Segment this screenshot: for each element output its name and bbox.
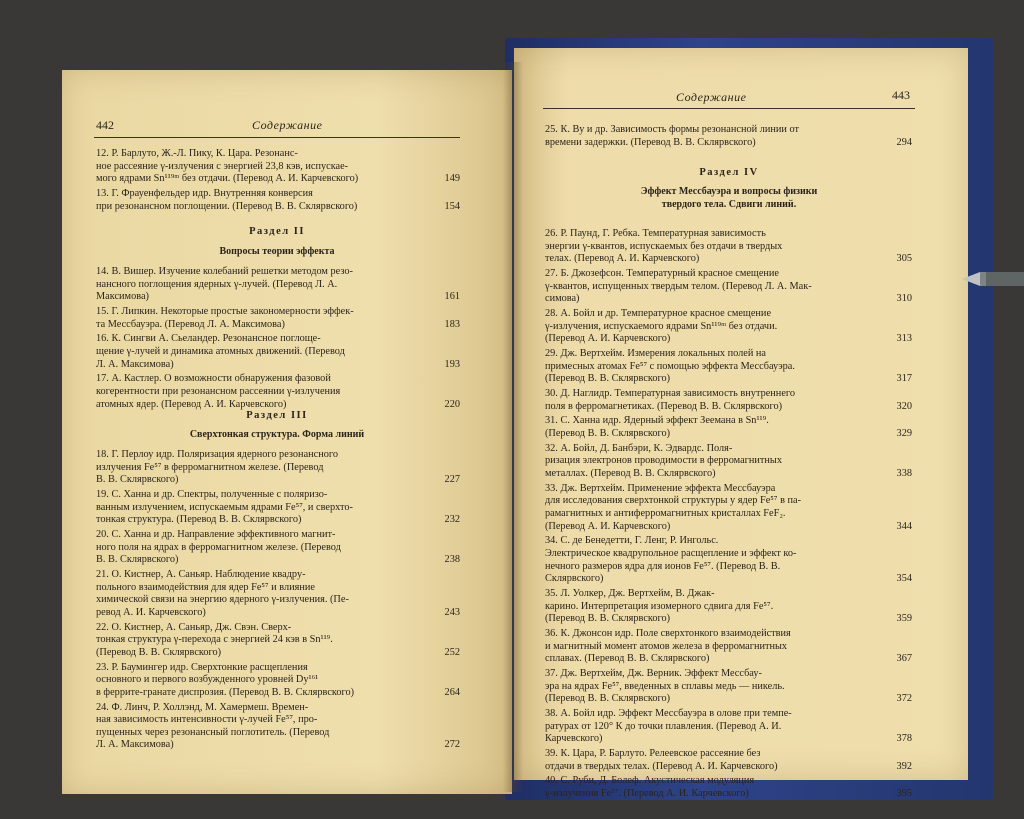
toc-entry (545, 268, 890, 306)
toc-entry-line: нансного поглощения ядерных γ-лучей. (Перевод Л. А. (96, 278, 338, 290)
toc-entry-line: 34. С. де Бенедетти, Г. Ленг, Р. Ингольс. (545, 535, 719, 547)
toc-entry-line: атомных ядер. (Перевод А. И. Карчевского) (96, 398, 287, 410)
toc-entry (545, 443, 890, 481)
toc-page-number: 232 (444, 514, 460, 526)
toc-page-number: 367 (896, 653, 912, 665)
toc-entry-line: 31. С. Ханна идр. Ядерный эффект Зеемана в Sn¹¹⁹. (545, 415, 769, 427)
toc-entry-line: польного взаимодействия для ядер Fe⁵⁷ и влияние (96, 581, 315, 593)
toc-entry-line: пущенных через резонансный поглотитель. (Перевод (96, 726, 330, 738)
toc-entry-line: 30. Д. Наглидр. Температурная зависимость внутреннего (545, 388, 796, 399)
toc-entry-line: в феррите-гранате диспрозия. (Перевод В. В. Склярвского) (96, 686, 355, 698)
section-2-title: Вопросы теории эффекта (219, 246, 335, 257)
toc-entry-line: 20. С. Ханна и др. Направление эффективного магнит- (96, 529, 336, 540)
toc-entry (545, 708, 890, 746)
toc-entry (96, 569, 436, 619)
toc-entry-line: 29. Дж. Вертхейм. Измерения локальных полей на (545, 348, 766, 359)
toc-entry-line: ванным излучением, испускаемым ядрами Fe⁵⁷, и сверхто- (96, 501, 353, 513)
toc-entry-line: Склярвского) (545, 573, 604, 585)
toc-entry-line: для исследования сверхтонкой структуры у ядер Fe⁵⁷ в па- (545, 495, 802, 507)
right-header-rule (543, 108, 915, 109)
toc-entry (96, 529, 436, 567)
toc-entry-line: Л. А. Максимова) (96, 358, 174, 370)
toc-page-number: 193 (444, 358, 460, 370)
toc-entry-line: симова) (545, 293, 580, 305)
toc-entry (96, 373, 436, 411)
toc-entry-line: (Перевод А. И. Карчевского) (545, 520, 671, 532)
section-3-label: Раздел III (246, 410, 308, 421)
toc-entry-line: времени задержки. (Перевод В. В. Склярвского) (545, 136, 756, 148)
toc-entry-line: 27. Б. Джозефсон. Температурный красное смещение (545, 268, 780, 279)
toc-entry-line: 26. Р. Паунд, Г. Ребка. Температурная зависимость (545, 228, 766, 239)
toc-page-number: 395 (896, 788, 912, 799)
toc-entry-line: сплавах. (Перевод В. В. Склярвского) (545, 653, 710, 665)
right-page-number: 443 (892, 88, 910, 102)
toc-page-number: 227 (444, 474, 460, 486)
toc-page-number: 220 (444, 398, 460, 410)
left-page-number: 442 (96, 118, 114, 132)
toc-page-number: 372 (896, 693, 912, 705)
toc-entry-line: 37. Дж. Вертхейм, Дж. Верник. Эффект Мессбау- (545, 668, 762, 679)
section-4-title-line: твердого тела. Сдвиги линий. (661, 198, 797, 210)
toc-entry (96, 266, 436, 304)
toc-page-number: 294 (896, 136, 912, 148)
toc-page-number: 238 (444, 554, 460, 566)
toc-entry-line: 14. В. Вишер. Изучение колебаний решетки методом резо- (96, 266, 353, 277)
toc-entry (545, 308, 890, 346)
toc-page-number: 320 (896, 400, 912, 412)
toc-entry-line: отдачи в твердых телах. (Перевод А. И. Карчевского) (545, 760, 778, 772)
toc-entry (96, 622, 436, 660)
toc-entry-line: та Мессбауэра. (Перевод Л. А. Максимова) (96, 318, 285, 330)
toc-page-number: 272 (444, 739, 460, 751)
toc-page-number: 329 (896, 428, 912, 439)
toc-entry-line: 12. Р. Барлуто, Ж.-Л. Пику, К. Цара. Резонанс- (96, 148, 298, 159)
toc-entry-line: γ-излучения, испускаемого ядрами Sn¹¹⁹ᵐ без отдачи. (545, 320, 778, 332)
section-4-title-line: Эффект Мессбауэра и вопросы физики (640, 186, 818, 197)
toc-entry (96, 148, 436, 186)
toc-page-number: 378 (896, 733, 912, 745)
pen-icon (962, 268, 1024, 290)
toc-entry-line: эра на ядрах Fe⁵⁷, введенных в сплавы медь — никель. (545, 680, 785, 692)
toc-entry-line: В. В. Склярвского) (96, 474, 179, 486)
toc-entry-line: (Перевод В. В. Склярвского) (545, 373, 671, 385)
toc-entry (545, 348, 890, 386)
toc-entry-line: 23. Р. Баумингер идр. Сверхтонкие расщепления (96, 661, 308, 673)
toc-entry-line: ревод А. И. Карчевского) (96, 606, 206, 618)
toc-page-number: 264 (444, 686, 460, 698)
toc-entry-line: 38. А. Бойл идр. Эффект Мессбауэра в олове при темпе- (545, 708, 792, 719)
toc-entry-line: ратурах от 120° К до точки плавления. (Перевод А. И. (545, 720, 782, 732)
book-gutter (503, 62, 523, 792)
toc-page-number: 392 (896, 760, 912, 772)
toc-entry-line: γ-квантов, испущенных твердым телом. (Перевод Л. А. Мак- (545, 280, 812, 292)
toc-entry-line: (Перевод В. В. Склярвского) (545, 613, 671, 625)
toc-entry-line: ризация электронов проводимости в ферромагнитных (545, 455, 782, 467)
toc-entry (96, 702, 436, 752)
toc-entry (545, 535, 890, 585)
toc-entry-line: 33. Дж. Вертхейм. Применение эффекта Мессбауэра (545, 482, 776, 494)
toc-page-number: 154 (444, 200, 460, 212)
toc-entry-line: Электрическое квадрупольное расщепление и эффект ко- (545, 547, 797, 559)
toc-entry (545, 628, 890, 666)
toc-entry-line: поля в ферромагнетиках. (Перевод В. В. Склярвского) (545, 400, 783, 412)
toc-entry (96, 188, 436, 213)
toc-entry-line: В. В. Склярвского) (96, 554, 179, 566)
toc-entry-line: (Перевод А. И. Карчевского) (545, 333, 671, 345)
toc-entry-line: нечного размеров ядра для ионов Fe⁵⁷. (Перевод В. В. (545, 560, 781, 572)
toc-entry-line: (Перевод В. В. Склярвского) (545, 427, 671, 439)
toc-entry-line: 19. С. Ханна и др. Спектры, полученные с поляризо- (96, 489, 328, 500)
toc-entry (96, 449, 436, 487)
toc-entry-line: (Перевод В. В. Склярвского) (96, 646, 222, 658)
section-4-title (543, 186, 915, 211)
toc-entry-line: 17. А. Кастлер. О возможности обнаружения фазовой (96, 373, 331, 385)
toc-entry-line: мого ядрами Sn¹¹⁹ᵐ без отдачи. (Перевод А. И. Карчевского) (96, 173, 359, 185)
toc-page-number: 359 (896, 613, 912, 625)
toc-entry-line: 25. К. Ву и др. Зависимость формы резонансной линии от (545, 124, 799, 135)
toc-entry-line: (Перевод В. В. Склярвского) (545, 693, 671, 705)
toc-entry-line: Карчевского) (545, 733, 603, 745)
toc-page-number: 310 (896, 293, 912, 305)
toc-page-number: 149 (444, 173, 460, 185)
toc-entry (545, 748, 890, 773)
toc-entry-line: металлах. (Перевод В. В. Склярвского) (545, 467, 716, 479)
toc-entry-line: щение γ-лучей и динамика атомных движений. (Перевод (96, 345, 345, 357)
toc-entry (545, 415, 890, 440)
toc-entry-line: ная зависимость интенсивности γ-лучей Fe⁵⁷, про- (96, 714, 318, 726)
toc-page-number: 161 (444, 291, 460, 303)
section-2-label: Раздел II (249, 226, 305, 237)
toc-entry (545, 668, 890, 706)
toc-entry-line: химической связи на энергию ядерного γ-излучения. (Пе- (96, 594, 349, 606)
toc-entry-line: ное рассеяние γ-излучения с энергией 23,8 кэв, испускае- (96, 160, 349, 172)
toc-page-number: 243 (444, 606, 460, 618)
toc-entry-line: 32. А. Бойл, Д. Банбэри, К. Эдвардс. Поля- (545, 442, 733, 454)
toc-entry-line: основного и первого возбужденного уровней Dy¹⁶¹ (96, 674, 319, 686)
toc-entry-line: и магнитный момент атомов железа в ферромагнитных (545, 640, 788, 652)
toc-entry-line: тонкая структура. (Перевод В. В. Склярвского) (96, 514, 302, 526)
toc-entry-line: 36. К. Джонсон идр. Поле сверхтонкого взаимодействия (545, 628, 791, 639)
left-running-header: Содержание (252, 118, 323, 132)
toc-entry-line: 35. Л. Уолкер, Дж. Вертхейм, В. Джак- (545, 588, 715, 599)
toc-entry-line: 24. Ф. Линч, Р. Холлэнд, М. Хамермеш. Времен- (96, 701, 309, 713)
toc-entry (96, 662, 436, 700)
toc-entry (545, 228, 890, 266)
toc-entry (96, 333, 436, 371)
toc-entry-line: при резонансном поглощении. (Перевод В. В. Склярвского) (96, 200, 358, 212)
toc-page-number: 344 (896, 520, 912, 532)
section-4-label: Раздел IV (699, 167, 759, 178)
toc-page-number: 313 (896, 333, 912, 345)
toc-entry-line: Максимова) (96, 291, 149, 303)
toc-entry-line: рамагнитных и антиферромагнитных кристаллах FeF₂. (545, 507, 786, 519)
toc-entry-line: ного поля на ядрах в ферромагнитном железе. (Перевод (96, 541, 341, 553)
toc-entry-line: 21. О. Кистнер, А. Саньяр. Наблюдение квадру- (96, 569, 306, 580)
toc-entry-line: примесных атомах Fe⁵⁷ с помощью эффекта Мессбауэра. (545, 360, 795, 372)
right-running-header: Содержание (676, 90, 747, 104)
left-header-rule (94, 137, 460, 138)
toc-entry-line: энергии γ-квантов, испускаемых без отдачи в твердых (545, 240, 783, 252)
toc-entry (545, 388, 890, 413)
toc-entry-line: когерентности при резонансном рассеянии γ-излучения (96, 385, 341, 397)
toc-page-number: 338 (896, 468, 912, 479)
toc-entry-line: тонкая структура γ-перехода с энергией 24 кэв в Sn¹¹⁹. (96, 634, 333, 646)
toc-page-number: 317 (896, 373, 912, 385)
toc-entry-line: 40. С. Руби, Д. Болеф. Акустическая модуляция (545, 775, 755, 787)
toc-entry-line: 39. К. Цара, Р. Барлуто. Релеевское рассеяние без (545, 748, 761, 759)
toc-entry-line: γ-излучения Fe⁵⁷. (Перевод А. И. Карчевского) (545, 787, 749, 799)
toc-page-number: 183 (444, 318, 460, 330)
toc-entry-line: 16. К. Сингви А. Сьеландер. Резонансное поглоще- (96, 333, 321, 345)
toc-entry (545, 775, 890, 800)
toc-entry (545, 124, 890, 149)
toc-entry (96, 306, 436, 331)
toc-entry-line: излучения Fe⁵⁷ в ферромагнитном железе. (Перевод (96, 461, 324, 473)
toc-entry (545, 483, 890, 533)
toc-entry-line: 28. А. Бойл и др. Температурное красное смещение (545, 308, 772, 319)
toc-entry-line: Л. А. Максимова) (96, 739, 174, 751)
toc-page-number: 354 (896, 573, 912, 585)
toc-entry-line: 15. Г. Липкин. Некоторые простые закономерности эффек- (96, 306, 354, 317)
section-3-title: Сверхтонкая структура. Форма линий (189, 429, 365, 440)
toc-entry (96, 489, 436, 527)
toc-entry-line: 22. О. Кистнер, А. Саньяр, Дж. Свэн. Сверх- (96, 621, 292, 633)
toc-page-number: 305 (896, 253, 912, 265)
toc-entry-line: 18. Г. Перлоу идр. Поляризация ядерного резонансного (96, 449, 338, 460)
toc-entry-line: карино. Интерпретация изомерного сдвига для Fe⁵⁷. (545, 600, 774, 612)
toc-entry-line: телах. (Перевод А. И. Карчевского) (545, 253, 700, 265)
toc-entry (545, 588, 890, 626)
toc-page-number: 252 (444, 646, 460, 658)
toc-entry-line: 13. Г. Фрауенфельдер идр. Внутренняя конверсия (96, 188, 313, 199)
